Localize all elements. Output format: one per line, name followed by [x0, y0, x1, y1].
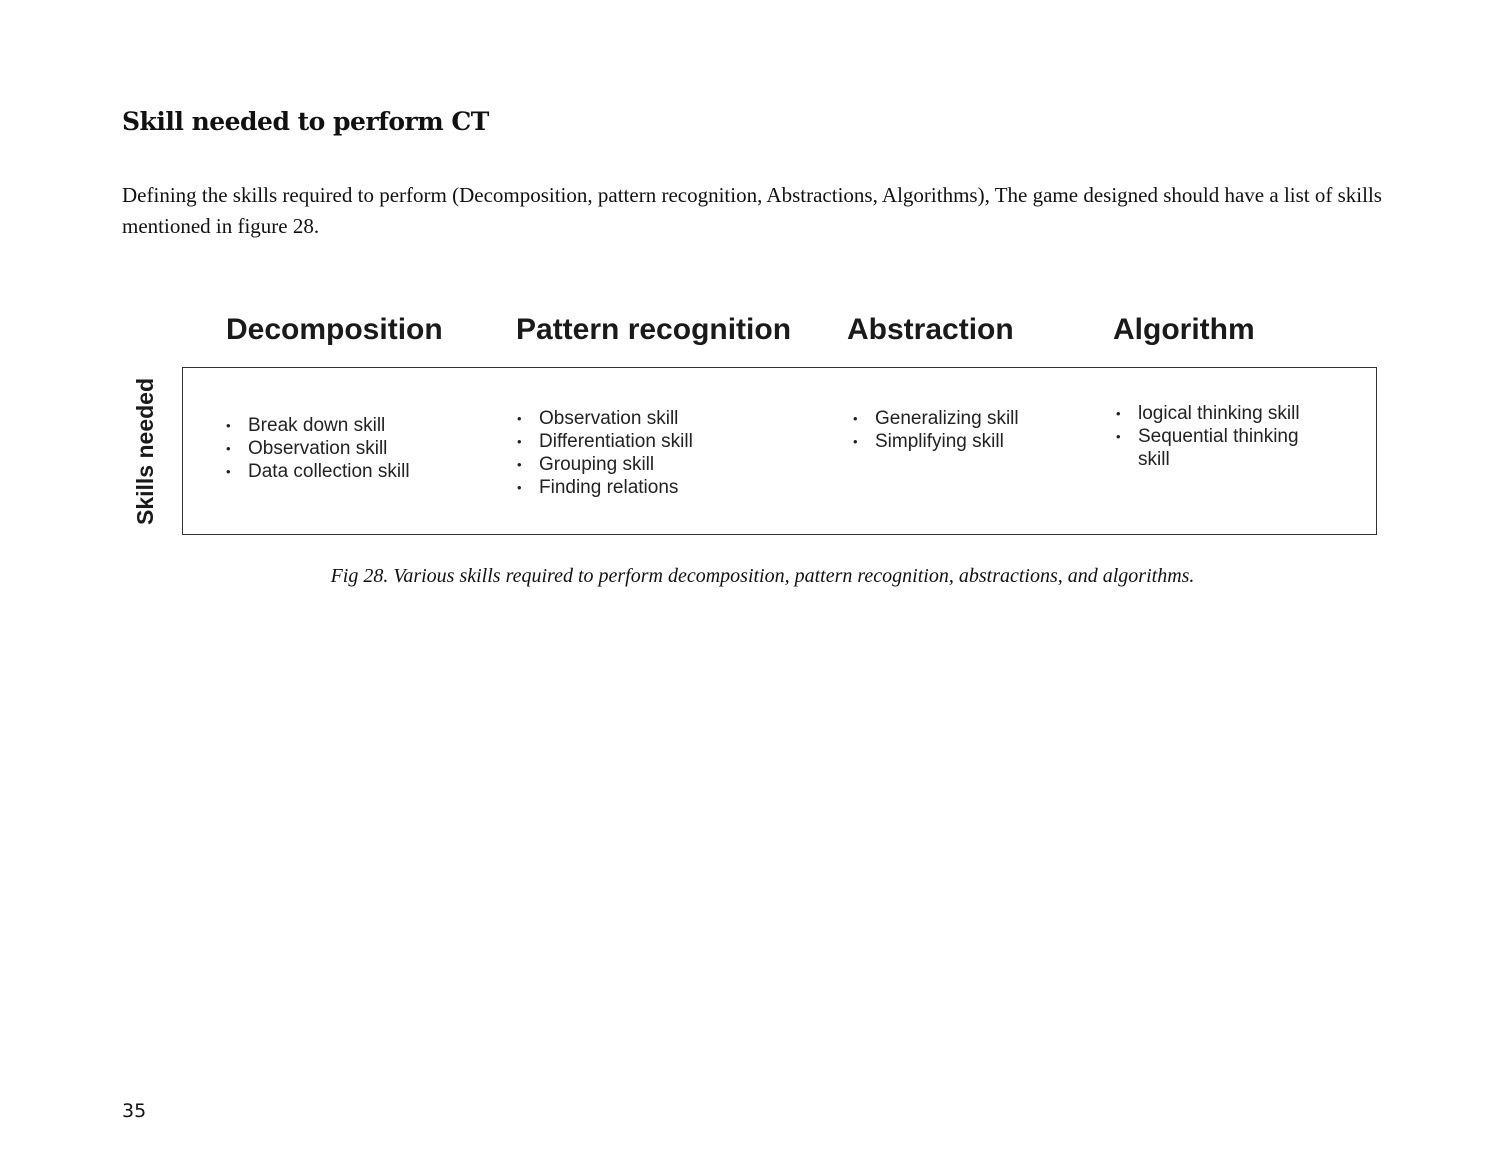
- column-title-pattern-recognition: Pattern recognition: [516, 313, 792, 346]
- list-item: • logical thinking skill: [1116, 402, 1316, 425]
- list-item: • Observation skill: [517, 407, 777, 430]
- column-title-abstraction: Abstraction: [847, 313, 1014, 346]
- column-title-decomposition: Decomposition: [226, 313, 443, 346]
- body-paragraph: Defining the skills required to perform (Decomposition, pattern recognition, Abstractions, Algorithms), The game designed should have a list of skills mentioned in figure 28.: [122, 183, 1382, 238]
- column-title-algorithm: Algorithm: [1113, 313, 1255, 346]
- abstraction-skill-list: [853, 407, 1093, 453]
- list-item: • Data collection skill: [226, 460, 466, 483]
- pattern-recognition-skill-list: [517, 407, 777, 499]
- list-item: • Finding relations: [517, 476, 777, 499]
- list-item: • Simplifying skill: [853, 430, 1093, 453]
- decomposition-skill-list: [226, 414, 466, 483]
- page-number: 35: [122, 1100, 147, 1122]
- list-item: • Differentiation skill: [517, 430, 777, 453]
- ct-skills-figure: [122, 300, 1402, 550]
- list-item: • Generalizing skill: [853, 407, 1093, 430]
- list-item: • Grouping skill: [517, 453, 777, 476]
- algorithm-skill-list: [1116, 402, 1316, 471]
- list-item: • Observation skill: [226, 437, 466, 460]
- skills-needed-label: Skills needed: [131, 377, 158, 525]
- section-heading: Skill needed to perform CT: [122, 107, 489, 136]
- figure-caption: Fig 28. Various skills required to perform decomposition, pattern recognition, abstractions, and algorithms.: [330, 565, 1195, 587]
- list-item: • Sequential thinking skill: [1116, 425, 1316, 471]
- list-item: • Break down skill: [226, 414, 466, 437]
